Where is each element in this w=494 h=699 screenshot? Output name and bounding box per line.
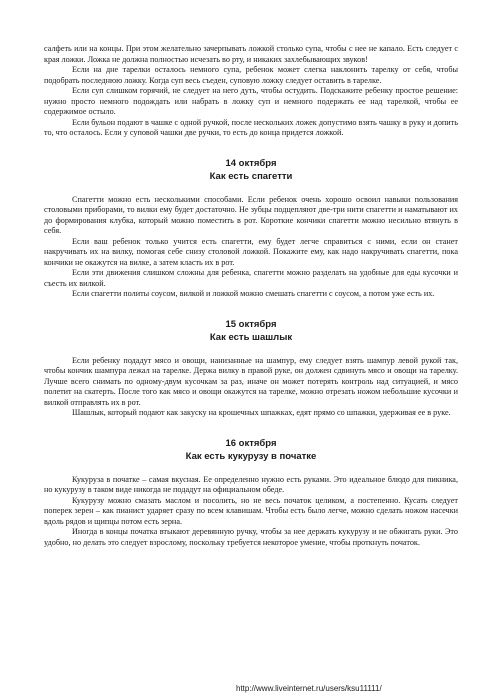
section-heading	[44, 157, 458, 183]
section-shashlik	[44, 318, 458, 419]
page-content	[44, 44, 458, 548]
intro-block	[44, 44, 458, 139]
intro-paragraph: Если суп слишком горячий, не следует на него дуть, чтобы остудить. Подскажите ребенку простое решение: нужно просто немного подождать или набрать в ложку суп и немного подержать ее над тарелкой, чтобы ее содержимое остыло.	[44, 86, 458, 116]
section-paragraph: Шашлык, который подают как закуску на крошечных шпажках, едят прямо со шпажки, удерживая ее в руке.	[72, 408, 451, 417]
footer-source-url: http://www.liveinternet.ru/users/ksu11111/	[236, 684, 382, 693]
section-date: 15 октября	[225, 318, 277, 330]
section-paragraph: Если ребенку подадут мясо и овощи, нанизанные на шампур, ему следует взять шампур левой рукой так, чтобы кончик шампура лежал на тарелке. Держа вилку в правой руке, он должен сдвинуть мясо и овощи на тарелку. Лучше всего снимать по одному-двум кусочкам за раз, иначе он может потерять контроль над ситуацией, и мясо полетит на скатерть. После того как мясо и овощи окажутся на тарелке, можно отрезать ножом небольшие кусочки и вилкой отправлять их в рот.	[44, 355, 458, 407]
intro-paragraph: Если бульон подают в чашке с одной ручкой, после нескольких ложек допустимо взять чашку в руку и допить то, что осталось. Если у суповой чашки две ручки, то есть до конца придется ложкой.	[44, 117, 458, 137]
section-title: Как есть шашлык	[209, 331, 293, 343]
section-paragraph: Кукурузу можно смазать маслом и посолить, но не весь початок целиком, а постепенно. Кусать следует поперек зерен – как пианист ударяет сразу по всем клавишам. Чтобы есть было легче, можно сделать ножом насечки вдоль рядов и щипцы потом есть зерна.	[44, 495, 458, 526]
section-paragraph: Иногда в концы початка втыкают деревянную ручку, чтобы за нее держать кукурузу и не обжигать руки. Это удобно, но делать это следует взрослому, поскольку требуется некоторое умение, чтобы проткнуть початок.	[44, 527, 458, 547]
section-title: Как есть спагетти	[209, 170, 293, 182]
section-paragraph: Если эти движения слишком сложны для ребенка, спагетти можно разделать на удобные для еды кусочки и съесть их вилкой.	[44, 268, 458, 288]
section-paragraph: Если ваш ребенок только учится есть спагетти, ему будет легче справиться с ними, если он станет накручивать их на вилку, помогая себе снизу столовой ложкой. Покажите ему, как надо накручивать спагетти, пока кончики не окажутся на вилке, а затем класть их в рот.	[44, 236, 458, 267]
intro-paragraph: Если на дне тарелки осталось немного супа, ребенок может слегка наклонить тарелку от себя, чтобы подобрать последнюю ложку. Когда суп весь съеден, суповую ложку следует оставить в тарелке.	[44, 65, 458, 85]
section-heading	[44, 318, 458, 344]
intro-paragraph: салфеть или на концы. При этом желательно зачерпывать ложкой столько супа, чтобы с нее не капало. Есть следует с края ложки. Ложка не должна полностью исчезать во рту, и никаких захлебывающих звуков!	[44, 44, 458, 64]
section-corn	[44, 437, 458, 549]
section-title: Как есть кукурузу в початке	[185, 450, 317, 462]
section-date: 16 октября	[225, 437, 277, 449]
section-heading	[44, 437, 458, 463]
section-paragraph: Если спагетти политы соусом, вилкой и ложкой можно смешать спагетти с соусом, а потом уже есть их.	[72, 289, 435, 298]
section-paragraph: Спагетти можно есть несколькими способами. Если ребенок очень хорошо освоил навыки пользования столовыми приборами, то вилки ему будет достаточно. Не зубцы подцепляют две-три нити спагетти и наматывают их до формирования клубка, который можно поместить в рот. Короткие кончики спагетти можно несильно втянуть в себя.	[44, 194, 458, 235]
section-spaghetti	[44, 157, 458, 300]
section-date: 14 октября	[225, 157, 277, 169]
section-paragraph: Кукуруза в початке – самая вкусная. Ее определенно нужно есть руками. Это идеальное блюдо для пикника, но кукурузу в таком виде никогда не подадут на официальном обеде.	[44, 474, 458, 494]
